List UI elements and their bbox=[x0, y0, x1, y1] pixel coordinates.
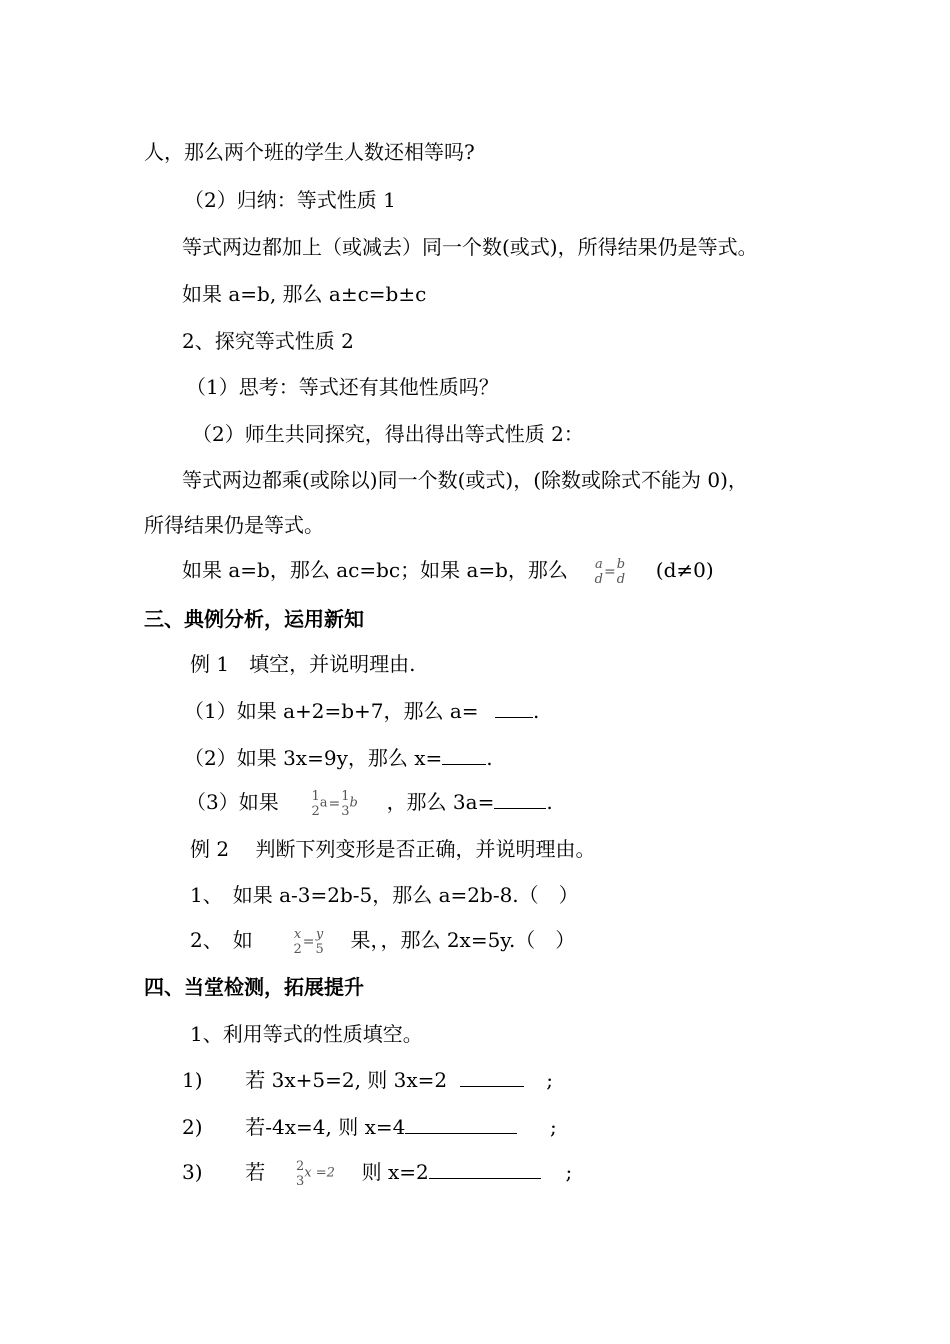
fraction: 1 2 bbox=[311, 788, 320, 819]
equals-sign: = bbox=[328, 795, 341, 812]
item-label: 2) bbox=[182, 1115, 203, 1139]
text-line: 所得结果仍是等式。 bbox=[144, 513, 324, 537]
text-span: . bbox=[546, 790, 553, 814]
fraction: y 5 bbox=[315, 926, 324, 957]
text-line: 等式两边都加上（或减去）同一个数(或式)，所得结果仍是等式。 bbox=[182, 235, 758, 259]
text-line: 例 2 判断下列变形是否正确，并说明理由。 bbox=[190, 837, 596, 861]
text-line bbox=[182, 556, 714, 587]
answer-blank[interactable] bbox=[494, 790, 546, 809]
text-line: 2、探究等式性质 2 bbox=[182, 329, 354, 353]
text-span: 果，，那么 2x=5y.（ ） bbox=[350, 928, 576, 952]
text-line: （1）思考：等式还有其他性质吗？ bbox=[186, 375, 499, 399]
answer-blank[interactable] bbox=[442, 746, 486, 765]
text-span: . bbox=[486, 746, 493, 770]
answer-blank[interactable] bbox=[495, 699, 533, 718]
text-span: . bbox=[532, 699, 540, 723]
fraction: a d bbox=[594, 556, 603, 587]
fraction: 1 3 bbox=[341, 788, 350, 819]
text-span: 若 bbox=[245, 1160, 266, 1184]
text-span: ; bbox=[546, 1068, 553, 1092]
text-span: 若 3x+5=2, 则 3x=2 bbox=[245, 1068, 448, 1092]
text-line: 1、 如果 a-3=2b-5，那么 a=2b-8.（ ） bbox=[190, 883, 579, 907]
text-span: ; bbox=[550, 1115, 557, 1139]
text-line: 等式两边都乘(或除以)同一个数(或式)，(除数或除式不能为 0)， bbox=[182, 468, 748, 492]
section-heading: 三、典例分析，运用新知 bbox=[144, 607, 364, 631]
variable: b bbox=[349, 795, 358, 811]
text-span: ，那么 3a= bbox=[386, 790, 495, 814]
text-line bbox=[190, 926, 575, 957]
text-line: 1、利用等式的性质填空。 bbox=[190, 1022, 423, 1046]
text-line bbox=[186, 788, 553, 819]
text-line bbox=[182, 1158, 572, 1189]
equals-sign: = bbox=[302, 933, 315, 950]
expression: x =2 bbox=[304, 1165, 335, 1181]
answer-blank[interactable] bbox=[429, 1160, 541, 1179]
text-line: （2）师生共同探究，得出得出等式性质 2： bbox=[192, 422, 584, 446]
text-span: ; bbox=[565, 1160, 573, 1184]
section-heading: 四、当堂检测，拓展提升 bbox=[144, 975, 364, 999]
answer-blank[interactable] bbox=[460, 1068, 524, 1087]
fraction: 2 3 bbox=[295, 1158, 305, 1189]
item-label: 3) bbox=[182, 1160, 203, 1184]
text-line bbox=[184, 697, 539, 725]
item-label: 1) bbox=[182, 1068, 203, 1092]
equals-sign: = bbox=[603, 563, 616, 580]
text-span: 则 x=2 bbox=[361, 1160, 429, 1184]
text-span: (d≠0) bbox=[655, 558, 714, 582]
text-span: 2、 如 bbox=[190, 928, 253, 952]
fraction: b d bbox=[616, 556, 626, 587]
text-span: （2）如果 3x=9y，那么 x= bbox=[184, 746, 443, 770]
variable: a bbox=[319, 795, 328, 811]
text-line bbox=[184, 744, 493, 772]
text-span: （1）如果 a+2=b+7，那么 a= bbox=[184, 699, 479, 723]
answer-blank[interactable] bbox=[405, 1115, 517, 1134]
text-line bbox=[182, 1066, 553, 1094]
text-line bbox=[182, 1113, 557, 1141]
text-line: 人，那么两个班的学生人数还相等吗? bbox=[144, 140, 475, 164]
text-span: 如果 a=b，那么 ac=bc；如果 a=b，那么 bbox=[182, 558, 568, 582]
text-line: （2）归纳：等式性质 1 bbox=[184, 188, 396, 212]
text-line: 如果 a=b, 那么 a±c=b±c bbox=[182, 282, 427, 306]
text-span: 若-4x=4, 则 x=4 bbox=[245, 1115, 406, 1139]
text-span: （3）如果 bbox=[186, 790, 279, 814]
text-line: 例 1 填空，并说明理由. bbox=[190, 652, 416, 676]
fraction: x 2 bbox=[293, 926, 302, 957]
